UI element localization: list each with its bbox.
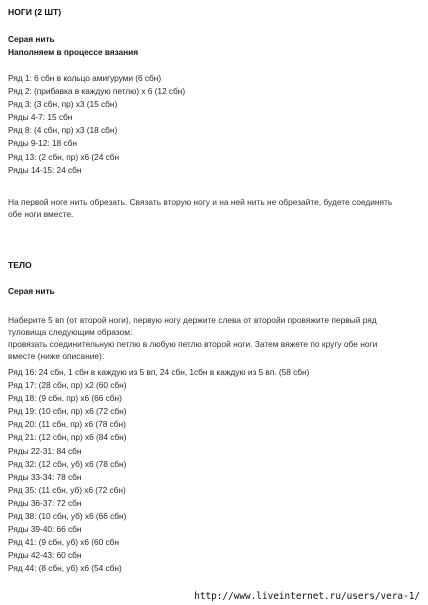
pattern-row: Ряд 2: (прибавка в каждую петлю) х 6 (12 сбн) [8,86,186,97]
pattern-row: Ряд 13: (2 сбн, пр) х6 (24 сбн [8,151,120,162]
pattern-row: Ряд 8: (4 сбн, пр) х3 (18 сбн) [8,125,118,136]
pattern-row: Ряд 1: 6 сбн в кольцо амигуруми (6 сбн) [8,73,162,83]
yarn-color-body: Серая нить [8,286,55,296]
pattern-row: Ряды 9-12: 18 сбн [8,138,77,149]
fill-note: Наполняем в процессе вязания [8,47,139,57]
legs-rows-list [8,72,424,177]
pattern-row: Ряды 14-15: 24 сбн [8,164,82,175]
pattern-row: Ряд 18: (9 сбн, пр) х6 (66 сбн) [8,393,122,404]
yarn-color-legs: Серая нить [8,34,55,44]
pattern-row: Ряды 36-37: 72 сбн [8,497,82,508]
pattern-row: Ряд 32: (12 сбн, уб) х6 (78 сбн) [8,458,127,469]
pattern-row: Ряд 19: (10 сбн, пр) х6 (72 сбн) [8,406,127,417]
pattern-row: Ряды 42-43: 60 сбн [8,550,82,561]
pattern-row: Ряд 44: (8 сбн, уб) х6 (54 сбн) [8,563,122,574]
pattern-row: Ряд 17: (28 сбн, пр) х2 (60 сбн) [8,380,127,391]
pattern-row: Ряд 38: (10 сбн, уб) х6 (66 сбн) [8,511,127,522]
body-rows-list [8,366,424,576]
pattern-row: Ряды 39-40: 66 сбн [8,524,82,535]
source-watermark: http://www.liveinternet.ru/users/vera-1/ [194,591,420,602]
legs-finish-note: На первой ноге нить обрезать. Связать вторую ногу и на ней нить не обрезайте, будете соединять обе ноги вместе. [8,197,393,219]
pattern-row: Ряд 35: (11 сбн, уб) х6 (72 сбн) [8,484,126,495]
section-heading-legs: НОГИ (2 ШТ) [8,7,62,17]
pattern-row: Ряды 22-31: 84 сбн [8,445,82,456]
pattern-row: Ряд 41: (9 сбн, уб) х6 (60 сбн [8,537,119,548]
pattern-row: Ряд 3: (3 сбн, пр) х3 (15 сбн) [8,99,118,110]
pattern-row: Ряды 4-7: 15 сбн [8,112,73,123]
pattern-row: Ряд 21: (12 сбн, пр) х6 (84 сбн) [8,432,127,443]
pattern-row: Ряды 33-34: 78 сбн [8,471,82,482]
body-join-note: провязать соединительную петлю в любую петлю второй ноги. Затем вяжете по кругу обе ноги вместе (ниже описание): [8,339,378,361]
body-intro-note: Наберите 5 вп (от второй ноги), первую ногу держите слева от второйи провяжите первый ряд туловища следующим образом: [8,315,377,337]
section-heading-body: ТЕЛО [8,260,32,270]
pattern-row: Ряд 20: (11 сбн, пр) х6 (78 сбн) [8,419,126,430]
pattern-row: Ряд 16: 24 сбн, 1 сбн в каждую из 5 вп, 24 сбн, 1сбн в каждую из 5 вп. (58 сбн) [8,367,310,377]
